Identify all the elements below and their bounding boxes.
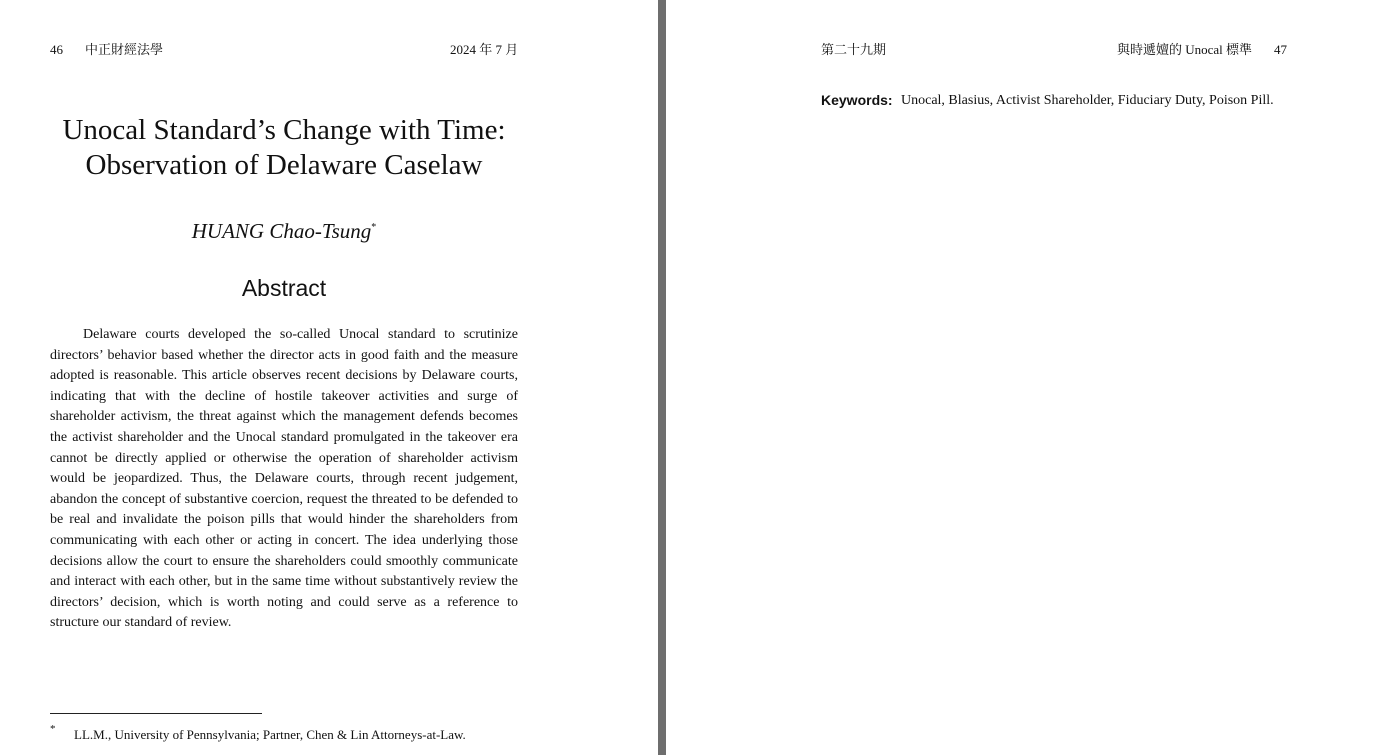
- author-line: [50, 217, 518, 245]
- article-title: [50, 113, 518, 183]
- right-page-number: 47: [1274, 42, 1287, 57]
- abstract-text: Delaware courts developed the so-called Unocal standard to scrutinize directors’ behavior based whether the director acts in good faith and the measure adopted is reasonable. This article observes recent decisions by Delaware courts, indicating that with the decline of hostile takeover activities and surge of shareholder activism, the threat against which the management defends becomes the activist shareholder and the Unocal standard promulgated in the takeover era cannot be directly applied or otherwise the operation of shareholder activism would be jeopardized. Thus, the Delaware courts, through recent judgement, abandon the concept of substantive coercion, request the threated to be defended to be real and invalidate the poison pills that would hinder the shareholders from communicating with each other or acting in concert. The idea underlying those decisions allow the court to ensure the shareholders could smoothly communicate and interact with each other, but in the same time without substantively review the directors’ decision, which is worth noting and could serve as a reference to structure our standard of review.: [50, 327, 518, 631]
- journal-name: 中正財經法學: [85, 42, 164, 57]
- running-title: 與時遞嬗的 Unocal 標準: [1117, 42, 1253, 57]
- publication-date: 2024 年 7 月: [450, 42, 519, 57]
- keywords-label: Keywords:: [821, 92, 893, 108]
- author-footnote-mark: *: [371, 222, 377, 233]
- page-gutter: [658, 0, 666, 755]
- footnote-text: LL.M., University of Pennsylvania; Partner, Chen & Lin Attorneys-at-Law.: [74, 727, 466, 742]
- footnote-divider: [50, 713, 262, 714]
- footnote-mark: *: [50, 723, 56, 735]
- left-page-number: 46: [50, 42, 63, 57]
- page-46: [0, 0, 658, 755]
- issue-number: 第二十九期: [821, 42, 887, 57]
- keywords-text: Unocal, Blasius, Activist Shareholder, Fiduciary Duty, Poison Pill.: [901, 93, 1274, 108]
- article-title-line-2: Observation of Delaware Caselaw: [85, 149, 483, 181]
- article-title-line-1: Unocal Standard’s Change with Time:: [62, 114, 506, 146]
- abstract-heading: Abstract: [241, 275, 327, 301]
- page-47: [666, 0, 1373, 755]
- author-name: HUANG Chao-Tsung: [191, 219, 372, 243]
